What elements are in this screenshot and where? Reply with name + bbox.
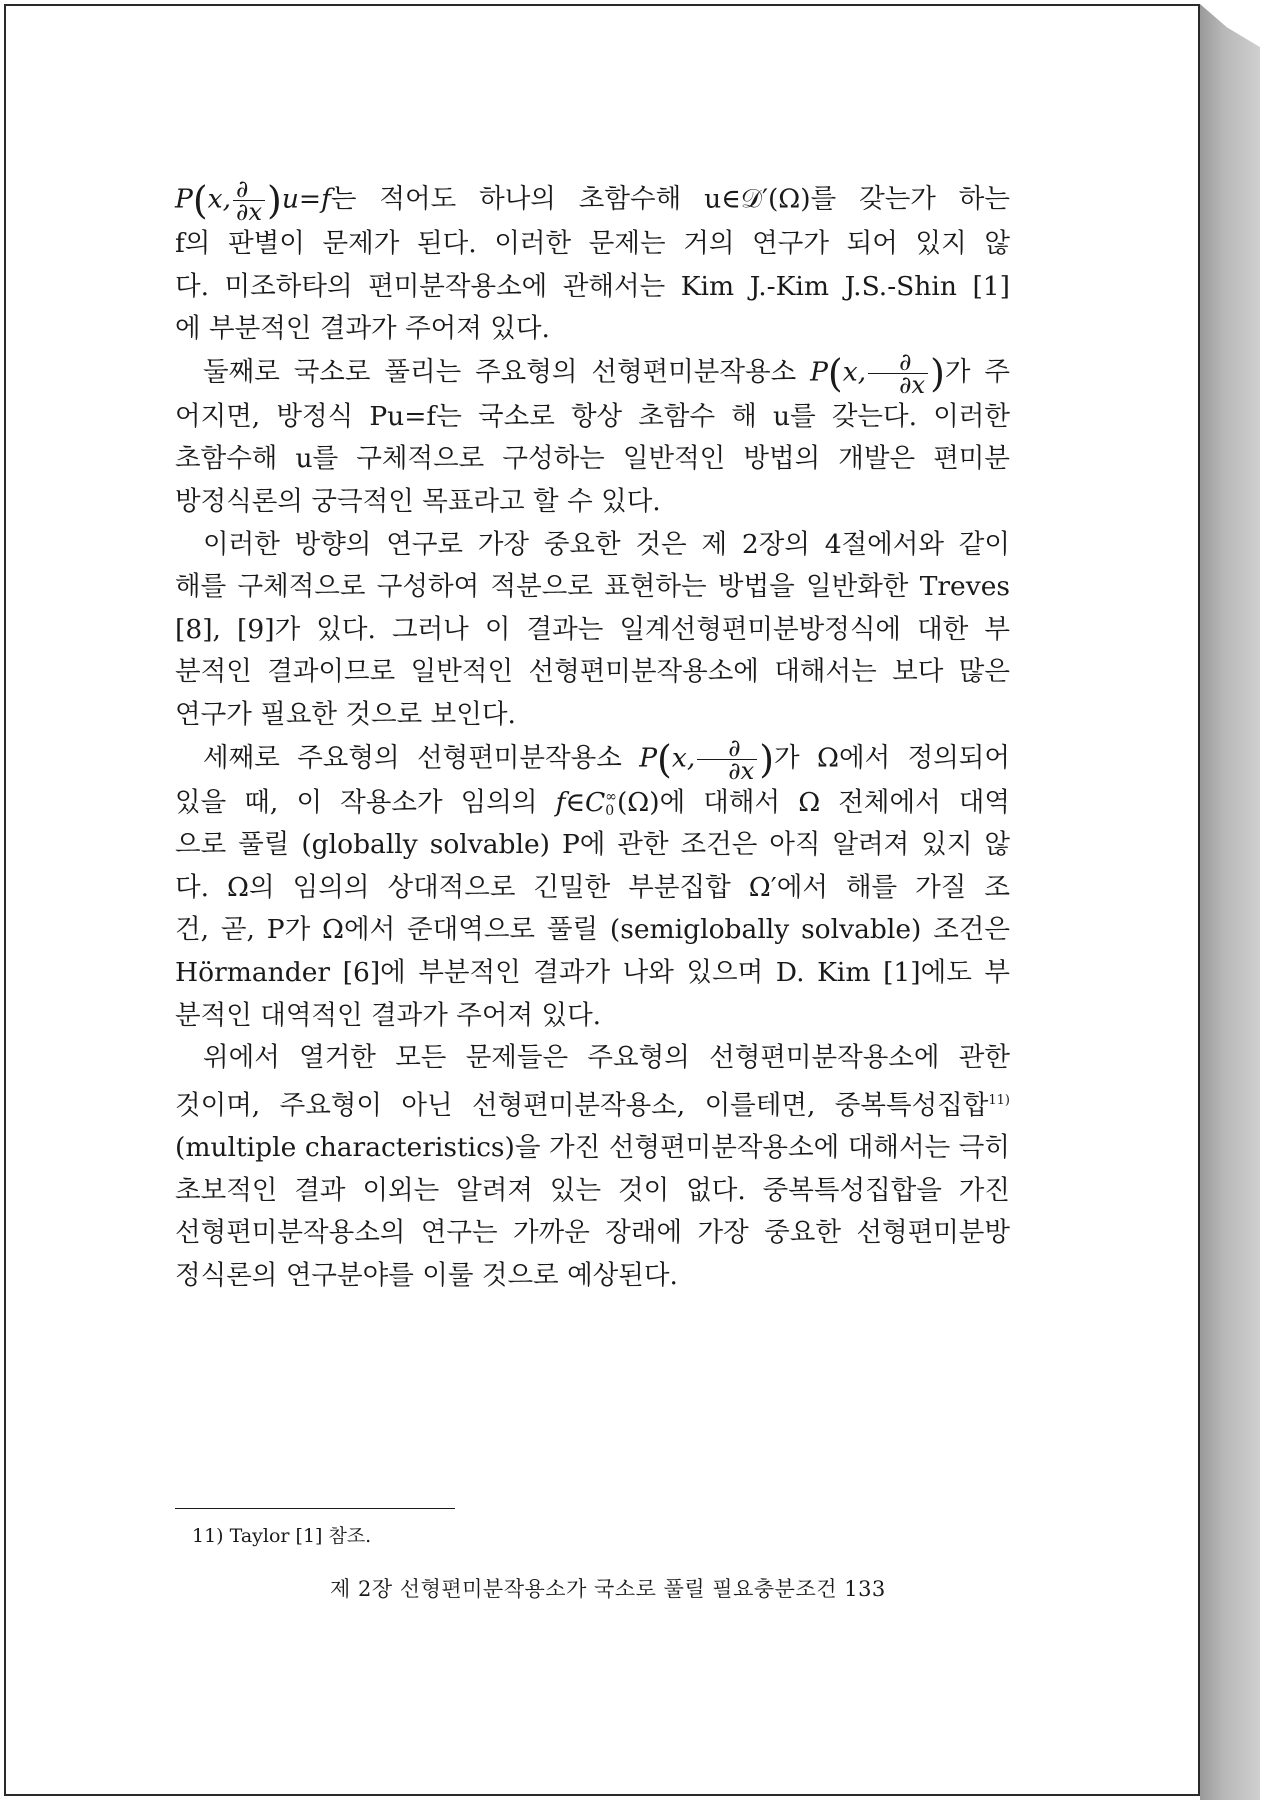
text-line: 위에서 열거한 모든 문제들은 주요형의 선형편미분작용소에 관한: [203, 1042, 1010, 1074]
text-line: 에 부분적인 결과가 주어져 있다.: [175, 313, 550, 345]
text-line: 건, 곧, P가 Ω에서 준대역으로 풀릴 (semiglobally solvable) 조건은: [175, 914, 1010, 946]
partial-derivative-fraction: $\frac{\partial}{\partial x}$: [697, 737, 757, 782]
paragraph-2: [175, 347, 1011, 524]
text-line: 선형편미분작용소의 연구는 가까운 장래에 가장 중요한 선형편미분방: [175, 1217, 1010, 1249]
text-line: [8], [9]가 있다. 그러나 이 결과는 일계선형편미분방정식에 대한 부: [175, 613, 1010, 645]
text-line: 어지면, 방정식 Pu=f는 국소로 항상 초함수 해 u를 갖는다. 이러한: [175, 400, 1010, 432]
text-line: 분적인 결과이므로 일반적인 선형편미분작용소에 대해서는 보다 많은: [175, 656, 1010, 688]
text-line: 초보적인 결과 이외는 알려져 있는 것이 없다. 중복특성집합을 가진: [175, 1174, 1010, 1206]
text-line: 이러한 방향의 연구로 가장 중요한 것은 제 2장의 4절에서와 같이: [203, 528, 1010, 560]
math-equation: u=f: [281, 183, 331, 215]
body-text: [175, 175, 1011, 1297]
text-line: 세째로 주요형의 선형편미분작용소 P(x, $\frac{\partial}{\partial x}$ )가 Ω에서 정의되어: [203, 733, 1010, 785]
text-line: 있을 때, 이 작용소가 임의의 f∈C ∞ 0 (Ω)에 대해서 Ω 전체에서 대역: [175, 786, 1010, 819]
text-line: 다. 미조하타의 편미분작용소에 관해서는 Kim J.-Kim J.S.-Shin [1]: [175, 270, 1010, 302]
text-line: 분적인 대역적인 결과가 주어져 있다.: [175, 999, 602, 1031]
text-line: P(x, $\frac{\partial}{\partial x}$ )u=f는 적어도 하나의 초함수해 u∈𝒟′(Ω)를 갖는가 하는: [175, 175, 1010, 226]
text-line: 방정식론의 궁극적인 목표라고 할 수 있다.: [175, 485, 661, 517]
math-symbol: P: [175, 183, 193, 215]
text-line: 둘째로 국소로 풀리는 주요형의 선형편미분작용소 P(x, $\frac{\partial}{\partial x}$ )가 주: [203, 347, 1011, 399]
text-line: 다. Ω의 임의의 상대적으로 긴밀한 부분집합 Ω′에서 해를 가질 조: [175, 871, 1010, 903]
paragraph-5: [175, 1037, 1010, 1297]
partial-derivative-fraction: $\frac{\partial}{\partial x}$: [233, 178, 265, 223]
page-edge-shadow: [1200, 4, 1260, 1800]
running-footer: 제 2장 선형편미분작용소가 국소로 풀릴 필요충분조건 133: [330, 1577, 886, 1601]
text-line: Hörmander [6]에 부분적인 결과가 나와 있으며 D. Kim [1]에도 부: [175, 956, 1010, 988]
paragraph-4: [175, 733, 1010, 1038]
paragraph-3: [175, 524, 1010, 737]
text-line: 해를 구체적으로 구성하여 적분으로 표현하는 방법을 일반화한 Treves: [175, 571, 1010, 603]
footnote: 11) Taylor [1] 참조.: [192, 1525, 372, 1547]
math-symbol: x,: [207, 183, 232, 215]
text-line: 연구가 필요한 것으로 보인다.: [175, 698, 516, 730]
footnote-marker[interactable]: 11): [988, 1092, 1010, 1108]
footnote-divider: [175, 1508, 455, 1509]
paragraph-1: [175, 175, 1010, 351]
text-line: 정식론의 연구분야를 이룰 것으로 예상된다.: [175, 1259, 678, 1291]
text-line: 초함수해 u를 구체적으로 구성하는 일반적인 방법의 개발은 편미분: [175, 443, 1010, 475]
text-line: (multiple characteristics)을 가진 선형편미분작용소에 대해서는 극히: [175, 1132, 1010, 1164]
partial-derivative-fraction: $\frac{\partial}{\partial x}$: [868, 351, 928, 396]
text-line: 것이며, 주요형이 아닌 선형편미분작용소, 이를테면, 중복특성집합$^{11)}$: [175, 1089, 1010, 1121]
text-line: f의 판별이 문제가 된다. 이러한 문제는 거의 연구가 되어 있지 않: [175, 228, 1010, 259]
text-line: 으로 풀릴 (globally solvable) P에 관한 조건은 아직 알려져 있지 않: [175, 829, 1010, 861]
